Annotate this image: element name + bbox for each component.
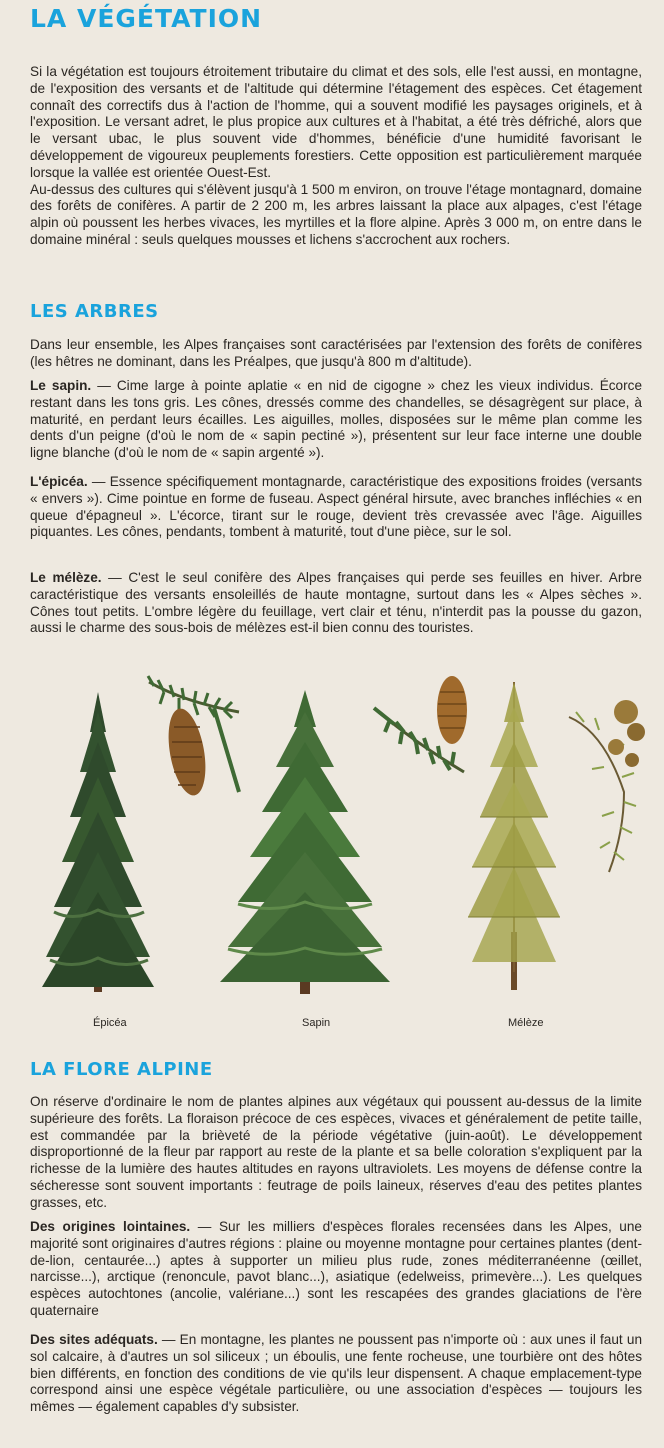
conifer-illustration — [24, 672, 654, 1012]
epicea-lead: L'épicéa. — [30, 474, 88, 489]
caption-sapin: Sapin — [302, 1017, 331, 1029]
meleze-cone-branch — [569, 700, 645, 872]
origines-paragraph — [30, 1219, 642, 1320]
sapin-paragraph — [30, 378, 642, 462]
intro-text-2: Au-dessus des cultures qui s'élèvent jusqu'à 1 500 m environ, on trouve l'étage montagnard, domaine des forêts de conifères. A partir de 2 200 m, les arbres laissant la place aux alpages, c'est l'étage alpin où poussent les herbes vivaces, les myrtilles et la flore alpine. Après 3 000 m, on entre dans le domaine minéral : seuls quelques mousses et lichens s'accrochent aux rochers. — [30, 181, 642, 247]
origines-lead: Des origines lointaines. — [30, 1219, 191, 1234]
meleze-tree-illustration — [468, 682, 560, 990]
page-title: LA VÉGÉTATION — [30, 4, 263, 33]
meleze-paragraph — [30, 570, 642, 637]
epicea-cone-branch — [148, 676, 239, 798]
sapin-text: — Cime large à pointe aplatie « en nid de cigogne » chez les vieux individus. Écorce restant dans les tons gris. Les cônes, dressés comme des chandelles, se désagrègent sur place, à maturité, en perdant leurs écailles. Les aiguilles, molles, disposées sur le même plan comme les dents d'un peigne (d'où le nom de « sapin pectiné »), présentent sur leur face interne une double ligne blanche (d'où le nom de « sapin argenté »). — [30, 378, 643, 461]
intro-text-1: Si la végétation est toujours étroitement tributaire du climat et des sols, elle l'est aussi, en montagne, de l'exposition des versants et de l'altitude qui détermine l'étagement des espèces. Cet étagement connaît des correctifs dus à l'action de l'homme, qui a souvent modifié les paysages originels, et à l'exposition. Le versant adret, le plus propice aux cultures et à l'habitat, a été très défriché, alors que le versant ubac, le plus souvent vide d'hommes, bénéficie d'une humidité favorisant le développement de vigoureux peuplements forestiers. Cette opposition est particulièrement marquée lorsque la vallée est orientée Ouest-Est. — [30, 64, 642, 180]
sapin-cone-branch — [374, 676, 467, 772]
flore-intro: On réserve d'ordinaire le nom de plantes alpines aux végétaux qui poussent au-dessus de la limite supérieure des forêts. La floraison précoce de ces espèces, vivaces et généralement de petite taille, est commandée par la brièveté de la période végétative (juin-août). Le développement disproportionné de la fleur par rapport au reste de la plante et sa belle coloration s'expliquent par la richesse de la lumière des hautes altitudes en rayons ultraviolets. Les moyens de défense contre la sécheresse sont souvent importants : feutrage de poils laineux, réserves d'eau des petites plantes grasses, etc. — [30, 1094, 642, 1210]
intro-paragraph — [30, 64, 642, 249]
caption-meleze: Mélèze — [508, 1017, 544, 1029]
sites-paragraph — [30, 1332, 642, 1416]
caption-epicea: Épicéa — [93, 1017, 127, 1029]
epicea-paragraph — [30, 474, 642, 541]
sapin-lead: Le sapin. — [30, 378, 92, 393]
epicea-text: — Essence spécifiquement montagnarde, caractéristique des expositions froides (versants « envers »). Cime pointue en forme de fuseau. Aspect général hirsute, avec branches infléchies « en queue d'épagneul ». L'écorce, tirant sur le rouge, devient très crevassée avec l'âge. Aiguilles piquantes. Les cônes, pendants, tombent à maturité, tout d'une pièce, sur le sol. — [30, 474, 642, 540]
section-heading-arbres: LES ARBRES — [30, 301, 159, 322]
arbres-intro: Dans leur ensemble, les Alpes françaises sont caractérisées par l'extension des forêts de conifères (les hêtres ne dominant, dans les Préalpes, que jusqu'à 800 m d'altitude). — [30, 337, 642, 369]
section-heading-flore: LA FLORE ALPINE — [30, 1059, 213, 1080]
epicea-tree-illustration — [42, 692, 154, 992]
sites-lead: Des sites adéquats. — [30, 1332, 158, 1347]
origines-text: — Sur les milliers d'espèces florales recensées dans les Alpes, une majorité sont originaires d'autres régions : plaine ou moyenne montagne pour certaines plantes (dent-de-lion, centaurée...) aptes à supporter un milieu plus rude, zones méditerranéenne (œillet, narcisse...), arctique (renoncule, pavot blanc...), asiatique (edelweiss, primevère...). Les quelques espèces autochtones (ancolie, valériane...) sont les rescapées des grandes glaciations de l'ère quaternaire — [30, 1219, 642, 1318]
meleze-lead: Le mélèze. — [30, 570, 102, 585]
meleze-text: — C'est le seul conifère des Alpes françaises qui perde ses feuilles en hiver. Arbre caractéristique des versants ensoleillés de haute montagne, surtout dans les « Alpes sèches ». Cônes tout petits. L'ombre légère du feuillage, vert clair et ténu, n'interdit pas la pousse du gazon, aussi le charme des sous-bois de mélèzes est-il bien connu des touristes. — [30, 570, 642, 636]
sapin-tree-illustration — [220, 690, 390, 994]
sites-text: — En montagne, les plantes ne poussent pas n'importe où : aux unes il faut un sol calcaire, à d'autres un sol siliceux ; un éboulis, une fente rocheuse, une tourbière ont des hôtes bien différents, en fonction des conditions de vie qu'ils leur dispensent. A chaque emplacement-type correspond ainsi une espèce végétale particulière, ou une association d'espèces — toujours les mêmes — également capables d'y subsister. — [30, 1332, 643, 1415]
